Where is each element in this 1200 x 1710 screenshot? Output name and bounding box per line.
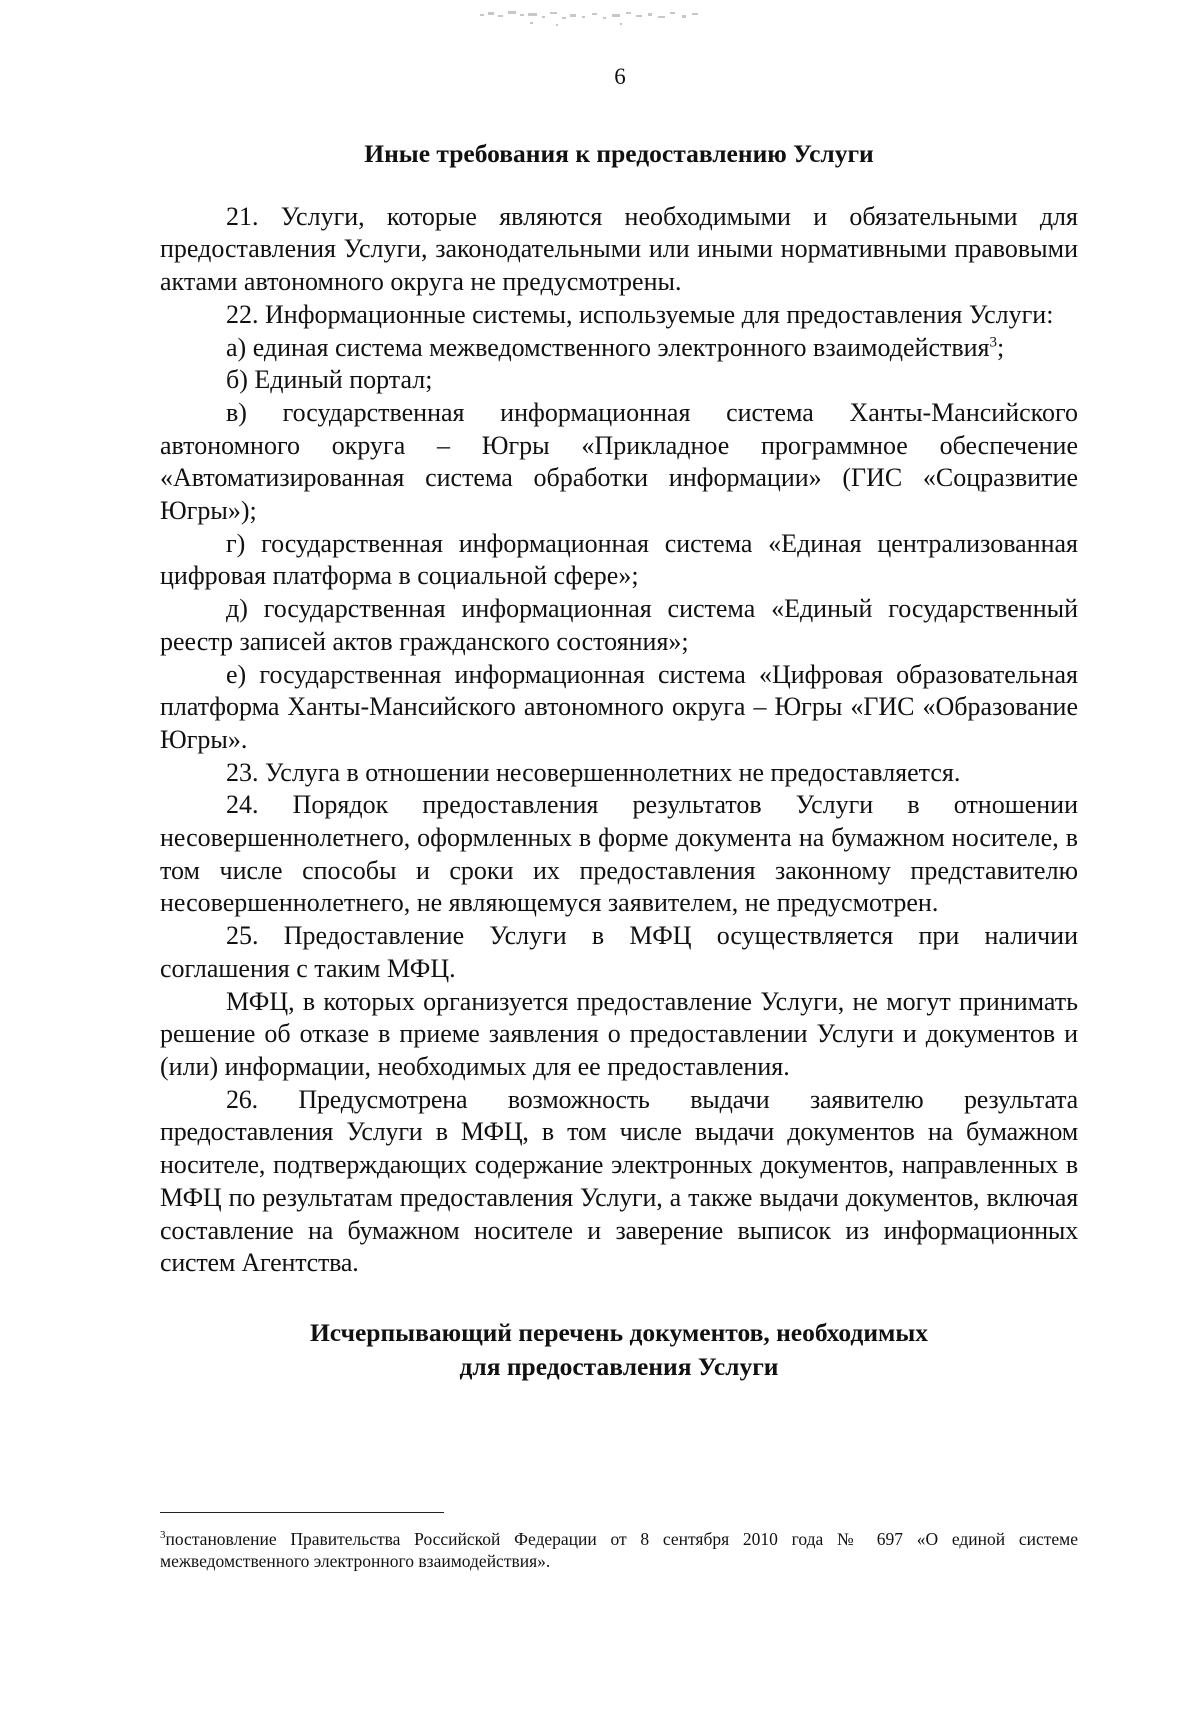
section-heading: Иные требования к предоставлению Услуги — [364, 139, 874, 168]
footnote-text: постановление Правительства Российской Федерации от 8 сентября 2010 года № 697 «О единой системе межведомственного электронного взаимодействия». — [160, 1529, 1078, 1571]
list-item-g: г) государственная информационная система «Единая централизованная цифровая платформа в социальной сфере»; — [160, 528, 1078, 591]
document-body — [160, 138, 1078, 1384]
list-item-a — [160, 332, 1078, 365]
paragraph-24: 24. Порядок предоставления результатов Услуги в отношении несовершеннолетнего, оформленных в форме документа на бумажном носителе, в том числе способы и сроки их предоставления законному представителю несовершеннолетнего, не являющемуся заявителем, не предусмотрен. — [160, 790, 1078, 918]
footnote-ref: 3 — [989, 333, 997, 350]
footnote-number: 3 — [160, 1529, 166, 1542]
list-item-e: е) государственная информационная система «Цифровая образовательная платформа Ханты-Мансийского автономного округа – Югры «ГИС «Образование Югры». — [160, 659, 1078, 754]
paragraph-21: 21. Услуги, которые являются необходимыми и обязательными для предоставления Услуги, законодательными или иными нормативными правовыми актами автономного округа не предусмотрены. — [160, 201, 1078, 297]
paragraph-22: 22. Информационные системы, используемые для предоставления Услуги: — [226, 299, 1054, 329]
section-heading-documents — [160, 1316, 1078, 1384]
paragraph-26: 26. Предусмотрена возможность выдачи заявителю результата предоставления Услуги в МФЦ, в том числе выдачи документов на бумажном носителе, подтверждающих содержание электронных документов, направленных в МФЦ по результатам предоставления Услуги, а также выдачи документов, включая составление на бумажном носителе и заверение выписок из информационных систем Агентства. — [160, 1084, 1078, 1278]
section-heading-line-2: для предоставления Услуги — [459, 1351, 779, 1381]
page-number: 6 — [614, 64, 626, 89]
list-item-v: в) государственная информационная система Ханты-Мансийского автономного округа – Югры «Прикладное программное обеспечение «Автоматизированная система обработки информации» (ГИС «Соцразвитие Югры»); — [160, 397, 1078, 526]
paragraph-23: 23. Услуга в отношении несовершеннолетних не предоставляется. — [226, 757, 961, 787]
scan-artifact — [470, 8, 730, 38]
footnote-divider — [160, 1512, 444, 1513]
footnote — [160, 1528, 1078, 1572]
list-item-a-end: ; — [997, 332, 1005, 362]
paragraph-25: 25. Предоставление Услуги в МФЦ осуществляется при наличии соглашения с таким МФЦ. — [160, 921, 1078, 983]
section-heading-line-1: Исчерпывающий перечень документов, необходимых — [309, 1317, 929, 1347]
paragraph-mfc: МФЦ, в которых организуется предоставление Услуги, не могут принимать решение об отказе в приеме заявления о предоставлении Услуги и документов и (или) информации, необходимых для ее предоставления. — [160, 986, 1078, 1081]
list-item-a-text: а) единая система межведомственного электронного взаимодействия — [226, 332, 990, 362]
list-item-d: д) государственная информационная система «Единый государственный реестр записей актов гражданского состояния»; — [160, 594, 1078, 656]
list-item-b: б) Единый портал; — [226, 365, 433, 395]
